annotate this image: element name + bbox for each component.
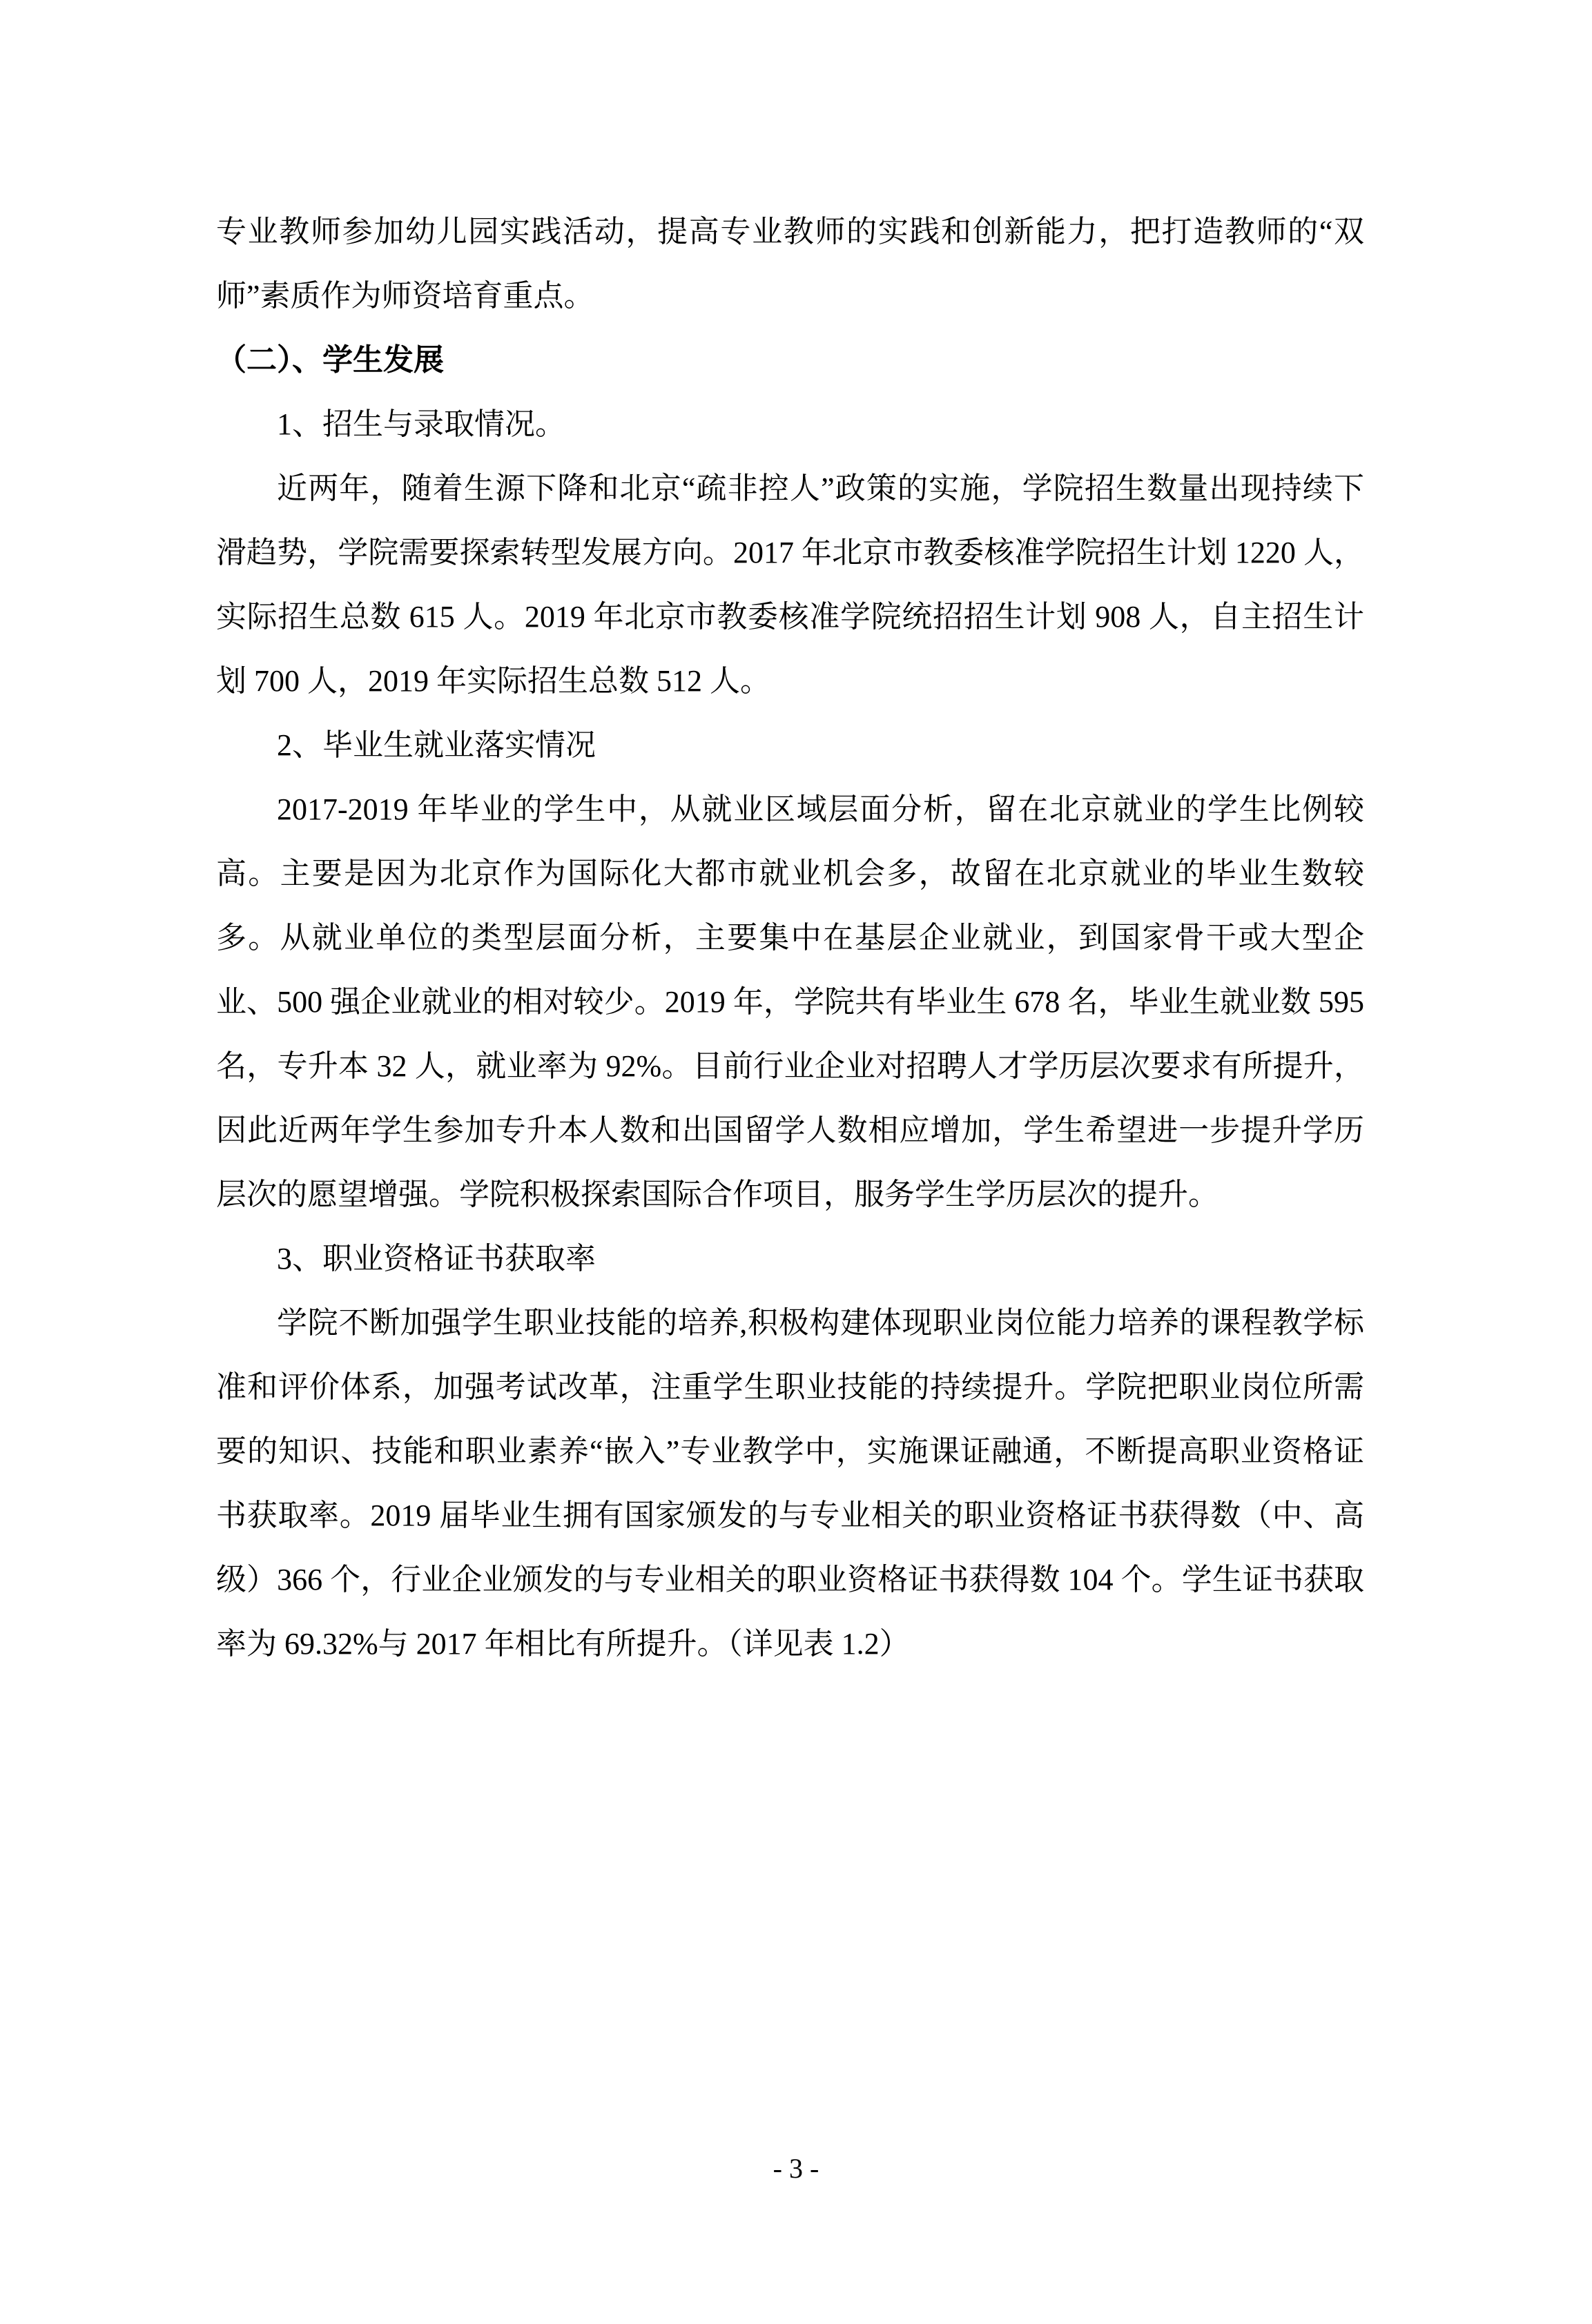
numbered-item-1: 1、招生与录取情况。 [277, 407, 565, 441]
page-number: - 3 - [773, 2153, 819, 2184]
paragraph-employment: 2017-2019 年毕业的学生中，从就业区域层面分析，留在北京就业的学生比例较高。主要是因为北京作为国际化大都市就业机会多，故留在北京就业的毕业生数较多。从就业单位的类型层面分析，主要集中在基层企业就业，到国家骨干或大型企业、500 强企业就业的相对较少。2019 年，学院共有毕业生 678 名，毕业生就业数 595 名，专升本 32 人，就业率为 92%。目前行业企业对招聘人才学历层次要求有所提升，因此近两年学生参加专升本人数和出国留学人数相应增加，学生希望进一步提升学历层次的愿望增强。学院积极探索国际合作项目，服务学生学历层次的提升。 [216, 792, 1364, 1211]
paragraph-certificates: 学院不断加强学生职业技能的培养,积极构建体现职业岗位能力培养的课程教学标准和评价体系，加强考试改革，注重学生职业技能的持续提升。学院把职业岗位所需要的知识、技能和职业素养“嵌入”专业教学中，实施课证融通，不断提高职业资格证书获取率。2019 届毕业生拥有国家颁发的与专业相关的职业资格证书获得数（中、高级）366 个，行业企业颁发的与专业相关的职业资格证书获得数 104 个。学生证书获取率为 69.32%与 2017 年相比有所提升。（详见表 1.2） [216, 1306, 1364, 1661]
paragraph-continuation: 专业教师参加幼儿园实践活动，提高专业教师的实践和创新能力，把打造教师的“双师”素质作为师资培育重点。 [216, 215, 1364, 313]
section-heading: （二）、学生发展 [216, 343, 444, 377]
numbered-item-3: 3、职业资格证书获取率 [277, 1242, 596, 1276]
numbered-item-2: 2、毕业生就业落实情况 [277, 728, 596, 762]
paragraph-enrollment: 近两年，随着生源下降和北京“疏非控人”政策的实施，学院招生数量出现持续下滑趋势，学院需要探索转型发展方向。2017 年北京市教委核准学院招生计划 1220 人，实际招生总数 615 人。2019 年北京市教委核准学院统招招生计划 908 人，自主招生计划 700 人，2019 年实际招生总数 512 人。 [216, 471, 1364, 698]
page-content [216, 199, 1364, 1676]
